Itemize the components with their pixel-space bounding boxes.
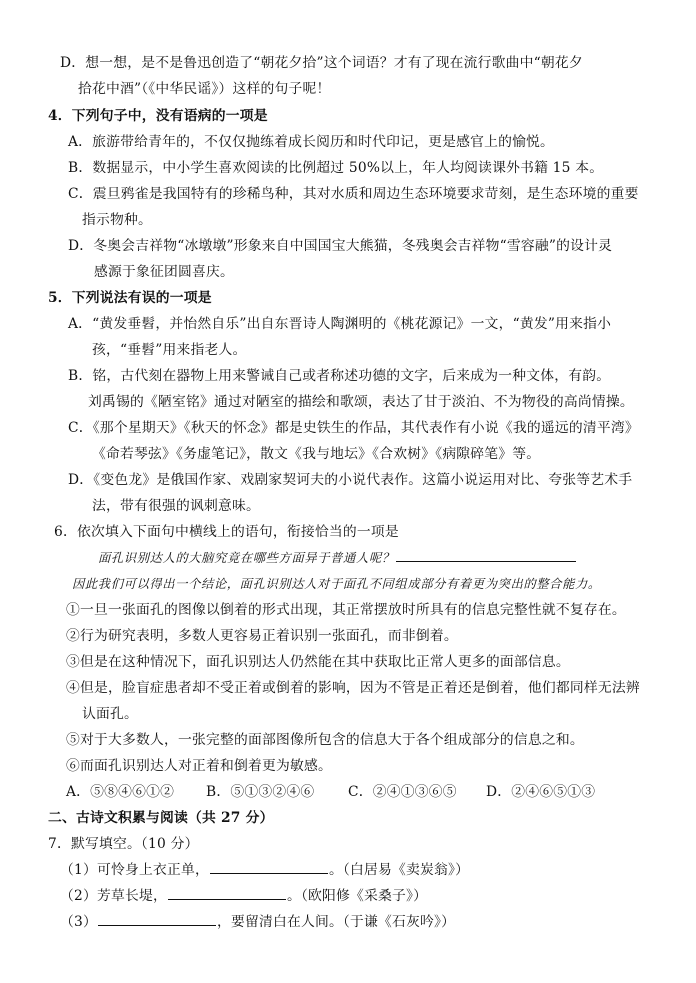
q7-item-2	[60, 887, 427, 905]
q7-item-2-suffix: 。（欧阳修《采桑子》）	[286, 888, 428, 904]
q5-option-a-line1: A．“黄发垂髫，并怡然自乐”出自东晋诗人陶渊明的《桃花源记》一文，“黄发”用来指小	[68, 316, 612, 332]
q7-item-3-suffix: ，要留清白在人间。（于谦《石灰吟》）	[216, 914, 456, 930]
q6-sentence-2: ②行为研究表明，多数人更容易正着识别一张面孔，而非倒着。	[66, 628, 458, 644]
q4-stem: 4．下列句子中，没有语病的一项是	[48, 108, 268, 124]
q4-option-b: B．数据显示，中小学生喜欢阅读的比例超过 50%以上，年人均阅读课外书籍 15 本。	[68, 160, 604, 176]
q7-item-1-prefix: （1）可怜身上衣正单，	[60, 862, 209, 878]
q6-sentence-4-line2: 认面孔。	[82, 706, 138, 722]
q7-item-3-prefix: （3）	[60, 914, 97, 930]
q4-option-a: A．旅游带给青年的，不仅仅抛练着成长阅历和时代印记，更是感官上的愉悦。	[68, 134, 555, 150]
q7-item-1	[60, 861, 469, 879]
q4-option-d-line1: D．冬奥会吉祥物“冰墩墩”形象来自中国国宝大熊猫，冬残奥会吉祥物“雪容融”的设计灵	[68, 238, 613, 254]
q5-option-c-line2: 《命若琴弦》《务虚笔记》，散文《我与地坛》《合欢树》《病隙碎笔》等。	[92, 446, 541, 462]
q6-passage-question: 面孔识别达人的大脑究竟在哪些方面异于普通人呢？	[98, 551, 395, 565]
q6-passage-blank[interactable]	[396, 549, 576, 562]
q4-option-c-line1: C．震旦鸦雀是我国特有的珍稀鸟种，其对水质和周边生态环境要求苛刻，是生态环境的重要	[68, 186, 639, 202]
q6-option-d[interactable]: D．②④⑥⑤①③	[486, 784, 596, 800]
q5-stem: 5．下列说法有误的一项是	[48, 290, 212, 306]
q6-sentence-6: ⑥而面孔识别达人对正着和倒着更为敏感。	[66, 758, 332, 774]
q5-option-d-line2: 法，带有很强的讽刺意味。	[92, 498, 260, 514]
q7-item-3-blank[interactable]	[98, 913, 216, 926]
q7-stem: 7．默写填空。（10 分）	[48, 836, 199, 852]
q6-sentence-5: ⑤对于大多数人，一张完整的面部图像所包含的信息大于各个组成部分的信息之和。	[66, 732, 584, 748]
q5-option-d-line1: D．《变色龙》是俄国作家、戏剧家契诃夫的小说代表作。这篇小说运用对比、夸张等艺术手	[68, 472, 633, 488]
q6-passage-line2: 因此我们可以得出一个结论，面孔识别达人对于面孔不同组成部分有着更为突出的整合能力。	[72, 577, 601, 591]
q4-option-c-line2: 指示物种。	[82, 212, 152, 228]
section-2-title: 二、古诗文积累与阅读（共 27 分）	[48, 810, 274, 826]
q7-item-3	[60, 913, 455, 931]
q5-option-c-line1: C．《那个星期天》《秋天的怀念》都是史铁生的作品，其代表作有小说《我的遥远的清平湾》	[68, 420, 639, 436]
q4-option-d-line2: 感源于象征团圆喜庆。	[94, 264, 234, 280]
q5-option-a-line2: 孩，“垂髫”用来指老人。	[92, 342, 247, 358]
q6-passage-line1	[98, 549, 577, 567]
q3-option-d-line1: D．想一想，是不是鲁迅创造了“朝花夕拾”这个词语？才有了现在流行歌曲中“朝花夕	[60, 55, 583, 71]
q6-options-row	[66, 783, 595, 801]
q7-item-2-blank[interactable]	[168, 887, 286, 900]
q7-item-1-suffix: 。（白居易《卖炭翁》）	[328, 862, 470, 878]
q6-option-b[interactable]: B．⑤①③②④⑥	[206, 784, 315, 800]
q3-option-d-line2: 拾花中酒”（《中华民谣》）这样的句子呢！	[78, 81, 331, 97]
q6-sentence-3: ③但是在这种情况下，面孔识别达人仍然能在其中获取比正常人更多的面部信息。	[66, 654, 570, 670]
q5-option-b-line1: B．铭，古代刻在器物上用来警诫自己或者称述功德的文字，后来成为一种文体，有韵。	[68, 368, 611, 384]
q6-sentence-4-line1: ④但是，脸盲症患者却不受正着或倒着的影响，因为不管是正着还是倒着，他们都同样无法辨	[66, 680, 640, 696]
q7-item-2-prefix: （2）芳草长堤，	[60, 888, 167, 904]
q6-option-a[interactable]: A．⑤⑧④⑥①②	[66, 784, 175, 800]
q6-sentence-1: ①一旦一张面孔的图像以倒着的形式出现，其正常摆放时所具有的信息完整性就不复存在。	[66, 602, 626, 618]
q7-item-1-blank[interactable]	[210, 861, 328, 874]
q6-option-c[interactable]: C．②④①③⑥⑤	[348, 784, 457, 800]
q5-option-b-line2: 刘禹锡的《陋室铭》通过对陋室的描绘和歌颂，表达了甘于淡泊、不为物役的高尚情操。	[88, 394, 634, 410]
q6-stem: 6．依次填入下面句中横线上的语句，衔接恰当的一项是	[54, 524, 399, 540]
